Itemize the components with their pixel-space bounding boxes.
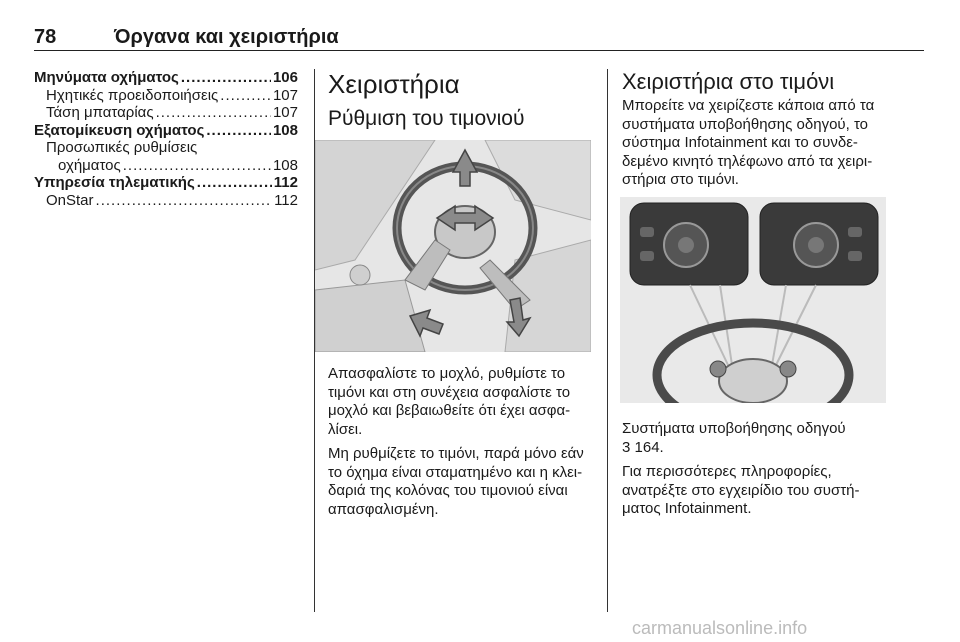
section-title: Χειριστήρια στο τιμόνι (622, 69, 835, 94)
toc-column (34, 69, 298, 209)
steering-adjust-column (328, 69, 590, 132)
toc-entry[interactable]: Υπηρεσία τηλεματικής ..... 112 (34, 174, 298, 192)
watermark: carmanualsonline.info (632, 618, 808, 638)
info-line: ματος Infotainment. (622, 500, 752, 517)
page-reference[interactable] (622, 439, 892, 458)
warning-line: απασφαλισμένη. (328, 500, 439, 518)
warning-line: το όχημα είναι σταματημένο και η κλει- (328, 463, 583, 481)
info-line: Για περισσότερες πληροφορίες, (622, 463, 832, 480)
page-title: Όργανα και χειριστήρια (114, 26, 339, 48)
toc-entry[interactable]: Μηνύματα οχήματος ..... 106 (34, 69, 298, 87)
toc-entry[interactable]: οχήματος ..... 108 (34, 157, 298, 175)
steering-wheel-drawing (315, 140, 591, 352)
wheel-controls-drawing (620, 197, 886, 403)
section-title: Χειριστήρια (328, 69, 460, 99)
intro-line: στήρια στο τιμόνι. (622, 171, 739, 188)
toc-entry[interactable]: Προσωπικές ρυθμίσεις (46, 139, 198, 156)
instruction-line: λίσει. (328, 420, 363, 438)
toc-entry[interactable]: Εξατομίκευση οχήματος ..... 108 (34, 122, 298, 140)
steering-controls-illustration (620, 197, 886, 403)
adjust-instructions (328, 365, 593, 519)
controls-references (622, 420, 892, 519)
intro-line: σύστημα Infotainment και το συνδε- (622, 134, 858, 151)
instruction-line: μοχλό και βεβαιωθείτε ότι έχει ασφα- (328, 402, 571, 419)
subsection-title: Ρύθμιση του τιμονιού (328, 107, 525, 130)
warning-line: Μη ρυθμίζετε το τιμόνι, παρά μόνο εάν (328, 445, 584, 462)
intro-line: δεμένο κινητό τηλέφωνο από τα χειρι- (622, 152, 873, 170)
warning-line: δαριά της κολόνας του τιμονιού είναι (328, 482, 568, 499)
intro-line: Μπορείτε να χειρίζεστε κάποια από τα (622, 97, 875, 114)
toc-entry[interactable]: OnStar ..... 112 (34, 192, 298, 210)
info-line: ανατρέξτε στο εγχειρίδιο του συστή- (622, 481, 860, 499)
toc-entry[interactable]: Τάση μπαταρίας ..... 107 (34, 104, 298, 122)
steering-adjustment-illustration (315, 140, 591, 352)
instruction-line: Απασφαλίστε το μοχλό, ρυθμίστε το (328, 365, 566, 382)
steering-controls-column (622, 69, 892, 190)
page-header (34, 4, 924, 51)
arrow-icon: 3 (622, 438, 631, 456)
toc-entry[interactable]: Ηχητικές προειδοποιήσεις ..... 107 (34, 87, 298, 105)
reference-page: 164. (634, 438, 664, 456)
column-divider (607, 69, 608, 612)
reference-line: Συστήματα υποβοήθησης οδηγού (622, 420, 846, 437)
page-number: 78 (34, 26, 57, 48)
intro-line: συστήματα υποβοήθησης οδηγού, το (622, 115, 868, 133)
instruction-line: τιμόνι και στη συνέχεια ασφαλίστε το (328, 383, 571, 401)
